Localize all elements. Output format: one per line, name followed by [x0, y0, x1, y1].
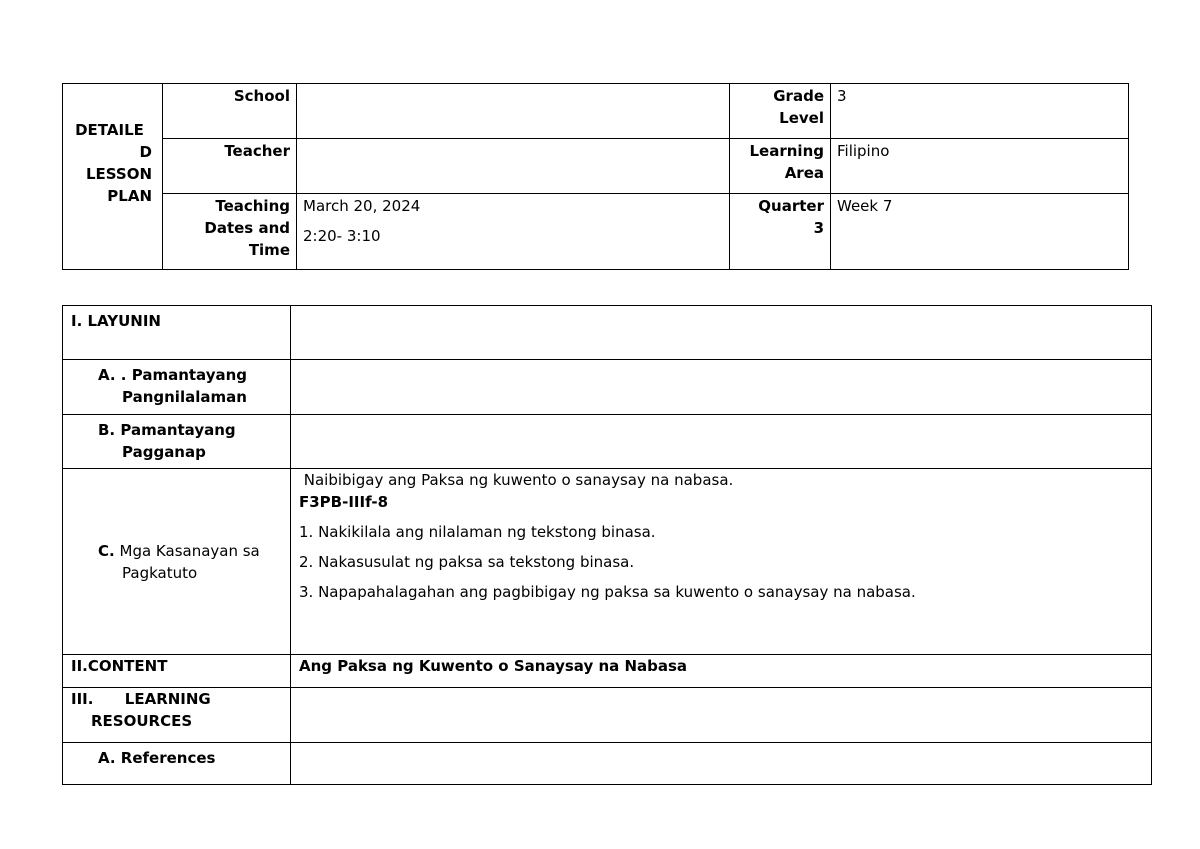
grade-level-label: Grade Level: [730, 84, 831, 139]
teacher-label: Teacher: [163, 139, 297, 194]
pamantayang-pagganap-value-cell[interactable]: [291, 415, 1152, 469]
document-title-line: DETAILE: [75, 121, 144, 139]
school-value-cell[interactable]: [297, 84, 730, 139]
teacher-value-cell[interactable]: [297, 139, 730, 194]
content-value[interactable]: Ang Paksa ng Kuwento o Sanaysay na Nabasa: [291, 655, 1152, 688]
lesson-plan-main-table: [62, 305, 1152, 785]
document-title-line: PLAN: [107, 187, 152, 205]
competency-item: 1. Nakikilala ang nilalaman ng tekstong binasa.: [299, 523, 656, 541]
kasanayan-label: C. Mga Kasanayan sa Pagkatuto: [63, 469, 291, 655]
pamantayang-pagganap-label: B. Pamantayang Pagganap: [63, 415, 291, 469]
teaching-dates-label: Teaching Dates and Time: [163, 194, 297, 270]
teaching-time: 2:20- 3:10: [303, 227, 381, 245]
kasanayan-value-cell[interactable]: [291, 469, 1152, 655]
layunin-value-cell[interactable]: [291, 306, 1152, 360]
competency-item: 3. Napapahalagahan ang pagbibigay ng paksa sa kuwento o sanaysay na nabasa.: [299, 583, 916, 601]
content-heading: II.CONTENT: [63, 655, 291, 688]
document-title-line: D: [139, 143, 152, 161]
references-value-cell[interactable]: [291, 743, 1152, 785]
lesson-plan-header-table: [62, 83, 1129, 270]
layunin-heading: I. LAYUNIN: [63, 306, 291, 360]
pamantayang-pangnilalaman-value-cell[interactable]: [291, 360, 1152, 415]
teaching-date: March 20, 2024: [303, 197, 421, 215]
school-label: School: [163, 84, 297, 139]
quarter-label: Quarter 3: [730, 194, 831, 270]
learning-resources-value-cell[interactable]: [291, 688, 1152, 743]
pamantayang-pangnilalaman-label: A. . Pamantayang Pangnilalaman: [63, 360, 291, 415]
competency-item: 2. Nakasusulat ng paksa sa tekstong binasa.: [299, 553, 635, 571]
competency-code: F3PB-IIIf-8: [299, 493, 389, 511]
document-title-line: LESSON: [85, 165, 152, 183]
learning-area-label: Learning Area: [730, 139, 831, 194]
quarter-value[interactable]: Week 7: [831, 194, 1129, 270]
competency-intro: Naibibigay ang Paksa ng kuwento o sanaysay na nabasa.: [299, 471, 734, 489]
teaching-dates-value-cell[interactable]: [297, 194, 730, 270]
learning-resources-heading: III. LEARNING RESOURCES: [63, 688, 291, 743]
document-title-cell: [63, 84, 163, 270]
grade-level-value[interactable]: 3: [831, 84, 1129, 139]
learning-area-value[interactable]: Filipino: [831, 139, 1129, 194]
references-label: A. References: [63, 743, 291, 785]
